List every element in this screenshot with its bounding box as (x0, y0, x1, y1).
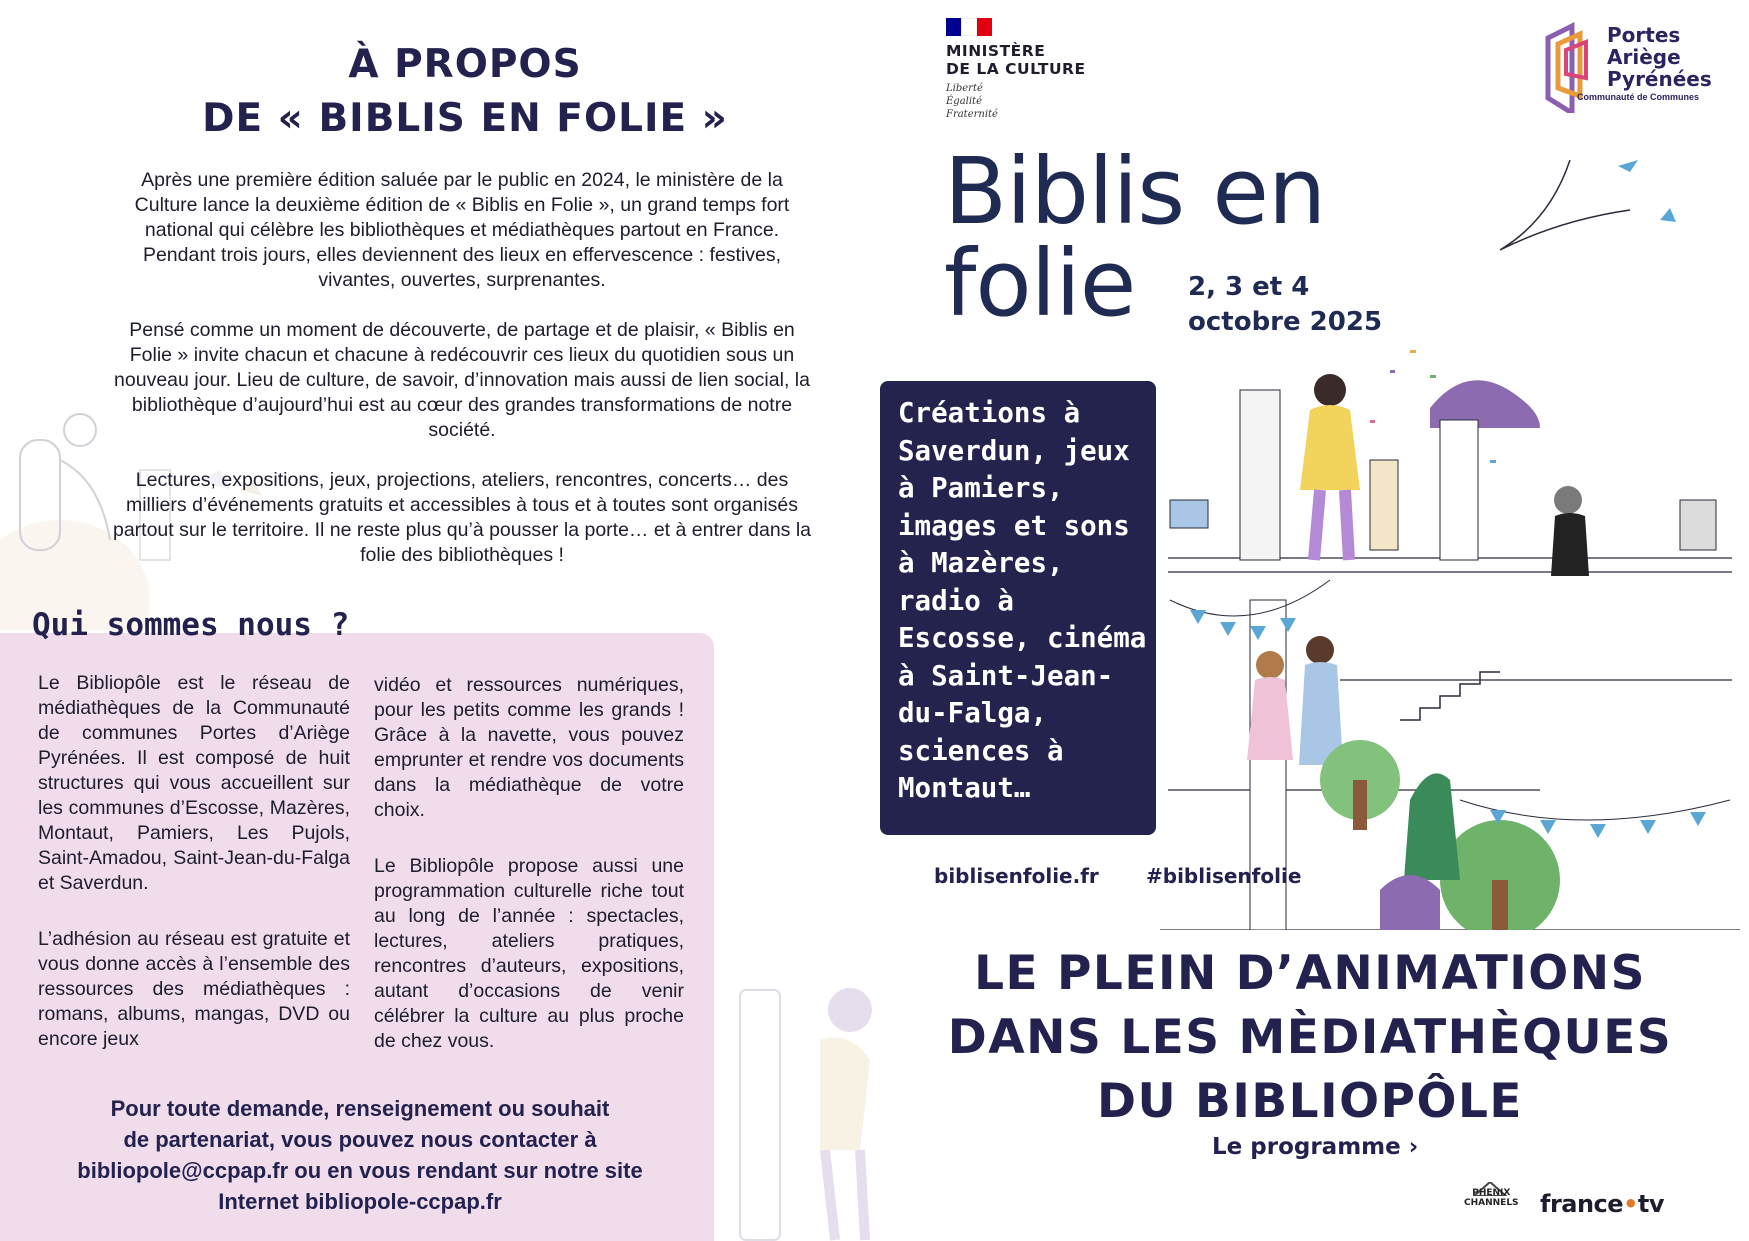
francetv-part-b: tv (1637, 1190, 1665, 1218)
ccpap-line-2: Ariège (1607, 45, 1681, 69)
event-title-line1: Biblis en (944, 138, 1326, 245)
francetv-dot: • (1623, 1190, 1638, 1218)
qui-col2-para-1: vidéo et ressources numériques, pour les petits comme les grands ! Grâce à la navette, vous pouvez emprunter et rendre vos documents dans la médiathèque de votre choix. (374, 674, 684, 821)
ministry-logo (946, 18, 1086, 121)
phenix-line1: PHENIX (1472, 1188, 1511, 1198)
qui-col1-para-2: L’adhésion au réseau est gratuite et vous donne accès à l’ensemble des ressources des médiathèques : romans, albums, mangas, DVD ou encore jeux (38, 928, 350, 1050)
headline-line1: LE PLEIN D’ANIMATIONS (974, 946, 1646, 1001)
event-highlights-text: Créations à Saverdun, jeux à Pamiers, images et sons à Mazères, radio à Escosse, cinéma à Saint-Jean-du-Falga, sciences à Montaut… (898, 397, 1147, 804)
motto-fraternite: Fraternité (946, 109, 998, 120)
ministry-name-line2: DE LA CULTURE (946, 60, 1086, 78)
faded-illustration-bottom (700, 950, 900, 1241)
about-paragraph-1: Après une première édition saluée par le public en 2024, le ministère de la Culture lance la deuxième édition de « Biblis en Folie », un grand temps fort national qui célèbre les bibliothèques et médiathèques partout en France. Pendant trois jours, elles deviennent des lieux en effervescence : festives, vivantes, ouvertes, surprenantes. (134, 169, 790, 291)
qui-column-2 (374, 673, 684, 1085)
phenix-line2: CHANNELS (1464, 1198, 1519, 1208)
ccpap-line-3: Pyrénées (1607, 67, 1712, 91)
event-dates-line1: 2, 3 et 4 (1188, 272, 1310, 302)
contact-line-1: Pour toute demande, renseignement ou souhait (110, 1096, 610, 1121)
ccpap-name (1607, 24, 1712, 90)
francetv-part-a: france (1540, 1190, 1624, 1218)
headline-line2: DANS LES MÈDIATHÈQUES (947, 1010, 1673, 1065)
contact-block (40, 1093, 680, 1217)
headline (940, 942, 1680, 1134)
about-title-line1: À PROPOS (348, 42, 582, 87)
qui-sommes-nous-title: Qui sommes nous ? (32, 607, 350, 643)
qui-col1-para-1: Le Bibliopôle est le réseau de médiathèques de la Communauté de communes Portes d’Ariège Pyrénées. Il est composé de huit structures qui vous accueillent sur les communes d’Escosse, Mazères, Montaut, Pamiers, Les Pujols, Saint-Amadou, Saint-Jean-du-Falga et Saverdun. (38, 672, 350, 894)
motto-liberte: Liberté (946, 83, 983, 94)
about-paragraph-3: Lectures, expositions, jeux, projections, ateliers, rencontres, concerts… des milliers d’événements gratuits et accessibles à tous et à toutes sont organisés partout sur le territoire. Il ne reste plus qu’à pousser la porte… et à entrer dans la folie des bibliothèques ! (112, 469, 812, 566)
ccpap-line-1: Portes (1607, 23, 1681, 47)
contact-line-4[interactable]: Internet bibliopole-ccpap.fr (218, 1189, 502, 1214)
about-paragraph-2: Pensé comme un moment de découverte, de partage et de plaisir, « Biblis en Folie » invite chacun et chacune à redécouvrir ces lieux du quotidien sous un nouveau jour. Lieu de culture, de savoir, d’innovation mais aussi de lien social, la bibliothèque d’aujourd’hui est au cœur des grandes transformations de notre société. (114, 319, 810, 441)
motto-egalite: Égalité (946, 96, 982, 107)
contact-line-2: de partenariat, vous pouvez nous contacter à (123, 1127, 597, 1152)
library-illustration (1160, 160, 1740, 930)
ministry-name-line1: MINISTÈRE (946, 42, 1046, 60)
about-title (120, 38, 810, 146)
programme-link[interactable]: Le programme › (1212, 1134, 1419, 1160)
about-title-line2: DE « BIBLIS EN FOLIE » (202, 96, 728, 141)
headline-line3: DU BIBLIOPÔLE (1096, 1074, 1524, 1129)
france-tv-logo (1540, 1190, 1664, 1218)
contact-line-3[interactable]: bibliopole@ccpap.fr ou en vous rendant sur notre site (77, 1158, 643, 1183)
phenix-channels-logo (1464, 1188, 1519, 1208)
hashtag-link[interactable]: #biblisenfolie (1146, 864, 1302, 888)
website-link[interactable]: biblisenfolie.fr (934, 864, 1099, 888)
ccpap-subtitle: Communauté de Communes (1577, 92, 1700, 102)
french-flag-icon (946, 18, 992, 36)
qui-column-1 (38, 671, 350, 1083)
event-title-line2: folie (944, 230, 1136, 337)
qui-col2-para-2: Le Bibliopôle propose aussi une programmation culturelle riche tout au long de l’année : spectacles, lectures, ateliers pratiques, rencontres d’auteurs, expositions, autant d’occasions de venir célébrer la culture au plus proche de chez vous. (374, 855, 684, 1052)
event-dates-line2: octobre 2025 (1188, 307, 1383, 337)
